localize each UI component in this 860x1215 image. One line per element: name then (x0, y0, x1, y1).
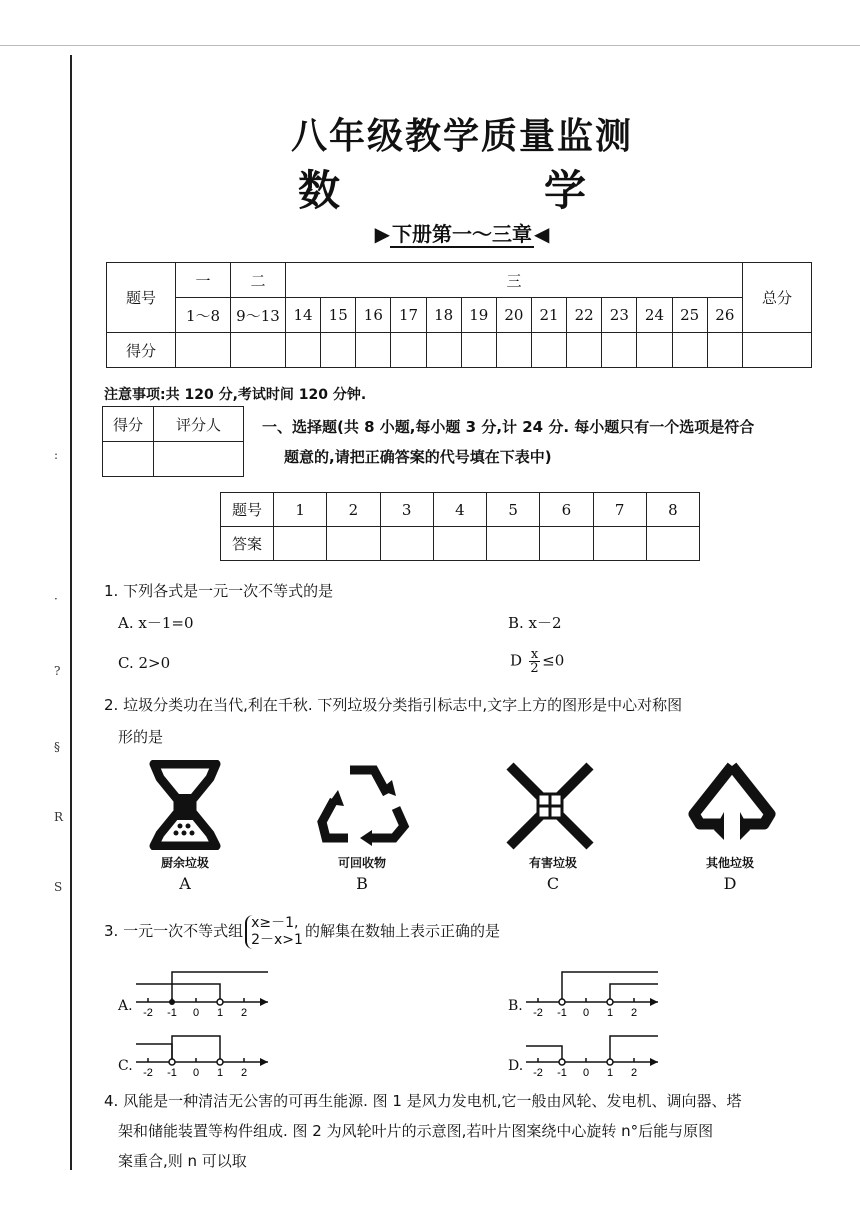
symbol-label-hazardous: 有害垃圾 (528, 856, 577, 870)
answer-cell[interactable] (593, 527, 646, 561)
range-cell: 21 (531, 298, 566, 333)
answer-cell[interactable] (433, 527, 486, 561)
range-cell: 1～8 (176, 298, 231, 333)
score-cell[interactable] (461, 333, 496, 368)
margin-mark: · (54, 592, 58, 606)
range-cell: 14 (286, 298, 321, 333)
tick-label: -1 (557, 1007, 567, 1019)
score-cell[interactable] (176, 333, 231, 368)
section-two-header: 二 (231, 263, 286, 298)
question-3-stem (104, 912, 500, 950)
score-cell[interactable] (531, 333, 566, 368)
total-score-label: 总分 (743, 263, 812, 333)
option-letter: D (723, 874, 737, 893)
range-cell: 15 (321, 298, 356, 333)
number-line-option-d-letter: D. (508, 1058, 524, 1074)
tick-label: 1 (216, 1067, 224, 1079)
grader-name-cell[interactable] (154, 442, 244, 477)
range-cell: 19 (461, 298, 496, 333)
option-d-letter: D (510, 651, 523, 670)
tick-label: -1 (167, 1007, 177, 1019)
answer-number: 5 (487, 493, 540, 527)
tick-label: -2 (533, 1007, 543, 1019)
fraction (529, 648, 540, 675)
question-4-line-1: 4. 风能是一种清洁无公害的可再生能源. 图 1 是风力发电机,它一般由风轮、发电机、调向器、塔 (104, 1092, 742, 1110)
answer-number: 6 (540, 493, 593, 527)
exam-notice: 注意事项:共 120 分,考试时间 120 分钟. (104, 387, 367, 403)
answer-number: 8 (646, 493, 699, 527)
score-cell[interactable] (391, 333, 426, 368)
answer-number: 2 (327, 493, 380, 527)
tick-label: -2 (143, 1067, 153, 1079)
tick-label: -2 (143, 1007, 153, 1019)
score-cell[interactable] (672, 333, 707, 368)
total-score-cell[interactable] (743, 333, 812, 368)
scope-title: ▶ 下册第一～三章 ◀ (374, 222, 550, 246)
question-2-stem-line-2: 形的是 (118, 728, 164, 746)
margin-mark: S (54, 880, 63, 894)
inequality-2: 2－x>1 (251, 931, 303, 948)
score-table-label-question: 题号 (107, 263, 176, 333)
answer-cell[interactable] (540, 527, 593, 561)
tick-label: 2 (240, 1067, 248, 1079)
option-d-suffix: ≤0 (542, 651, 565, 670)
grader-name-label: 评分人 (154, 407, 244, 442)
inequality-system (245, 915, 303, 949)
tick-label: 1 (606, 1067, 614, 1079)
margin-mark: R (54, 810, 64, 824)
answer-number: 4 (433, 493, 486, 527)
grader-score-label: 得分 (103, 407, 154, 442)
tick-label: 1 (216, 1007, 224, 1019)
grader-score-cell[interactable] (103, 442, 154, 477)
question-4-line-3: 案重合,则 n 可以取 (118, 1152, 247, 1170)
number-line-option-c-letter: C. (118, 1058, 133, 1074)
answer-number: 3 (380, 493, 433, 527)
answer-number: 1 (274, 493, 327, 527)
symbol-label-recyclable: 可回收物 (337, 856, 386, 870)
question-3-suffix: 的解集在数轴上表示正确的是 (304, 922, 500, 940)
question-4-stem (104, 1086, 804, 1176)
range-cell: 25 (672, 298, 707, 333)
fraction-denominator: 2 (530, 661, 539, 676)
number-line-c (132, 1026, 272, 1080)
margin-mark: § (54, 740, 60, 754)
question-1-option-d (510, 648, 564, 675)
inequality-1: x≥－1, (251, 914, 299, 931)
symbol-label-kitchen: 厨余垃圾 (160, 856, 209, 870)
tick-label: -1 (167, 1067, 177, 1079)
score-cell[interactable] (426, 333, 461, 368)
section-one-instructions (262, 412, 822, 472)
question-1-stem: 1. 下列各式是一元一次不等式的是 (104, 582, 334, 600)
section-one-line-1: 一、选择题(共 8 小题,每小题 3 分,计 24 分. 每小题只有一个选项是符合 (262, 418, 755, 436)
answer-number: 7 (593, 493, 646, 527)
recycle-icon (312, 760, 412, 850)
grader-box (102, 406, 244, 477)
option-letter: B (356, 874, 368, 893)
range-cell: 24 (637, 298, 672, 333)
section-one-line-2: 题意的,请把正确答案的代号填在下表中) (284, 448, 552, 466)
range-cell: 18 (426, 298, 461, 333)
answer-cell[interactable] (327, 527, 380, 561)
range-cell: 9～13 (231, 298, 286, 333)
margin-mark: ? (54, 664, 61, 678)
other-waste-icon (684, 760, 780, 850)
tick-label: 0 (192, 1007, 200, 1019)
tick-label: 0 (192, 1067, 200, 1079)
symbol-label-other: 其他垃圾 (705, 856, 754, 870)
hazard-cross-icon (500, 760, 600, 850)
tick-label: -2 (533, 1067, 543, 1079)
score-cell[interactable] (356, 333, 391, 368)
number-line-option-b-letter: B. (508, 998, 523, 1014)
score-cell[interactable] (637, 333, 672, 368)
range-cell: 23 (602, 298, 637, 333)
tick-label: 2 (240, 1007, 248, 1019)
scope-text: 下册第一～三章 (392, 222, 532, 246)
score-cell[interactable] (321, 333, 356, 368)
tick-label: 0 (582, 1067, 590, 1079)
margin-mark: : (54, 448, 59, 462)
hourglass-icon (140, 760, 230, 850)
range-cell: 20 (496, 298, 531, 333)
section-three-header: 三 (286, 263, 743, 298)
score-cell[interactable] (231, 333, 286, 368)
tick-label: 2 (630, 1067, 638, 1079)
number-line-b (522, 964, 662, 1020)
range-cell: 22 (567, 298, 602, 333)
exam-title: 八年级教学质量监测 (290, 116, 633, 157)
option-letter: C (546, 874, 560, 893)
score-table (106, 262, 812, 368)
range-cell: 26 (707, 298, 742, 333)
question-4-line-2: 架和储能装置等构件组成. 图 2 为风轮叶片的示意图,若叶片图案绕中心旋转 n°后能与原图 (118, 1122, 714, 1140)
question-1-option-a: A. x－1=0 (118, 614, 194, 632)
option-letter: A (179, 874, 191, 893)
answer-cell[interactable] (380, 527, 433, 561)
question-3-prefix: 3. 一元一次不等式组 (104, 922, 244, 940)
answer-cell[interactable] (274, 527, 327, 561)
answer-cell[interactable] (487, 527, 540, 561)
section-one-header: 一 (176, 263, 231, 298)
number-line-a (132, 964, 272, 1020)
score-cell[interactable] (707, 333, 742, 368)
answer-table-label-question: 题号 (221, 493, 274, 527)
tick-label: 2 (630, 1007, 638, 1019)
page-top-edge (0, 45, 860, 46)
subject-title: 数 学 (297, 166, 626, 215)
tick-label: 0 (582, 1007, 590, 1019)
tick-label: 1 (606, 1007, 614, 1019)
question-2-stem-line-1: 2. 垃圾分类功在当代,利在千秋. 下列垃圾分类指引标志中,文字上方的图形是中心对称图 (104, 696, 683, 714)
answer-cell[interactable] (646, 527, 699, 561)
tick-label: -1 (557, 1067, 567, 1079)
score-cell[interactable] (602, 333, 637, 368)
number-line-d (522, 1026, 662, 1080)
answer-table (220, 492, 700, 561)
fraction-numerator: x (530, 647, 539, 662)
score-cell[interactable] (496, 333, 531, 368)
range-cell: 17 (391, 298, 426, 333)
question-1-option-c: C. 2>0 (118, 654, 171, 672)
score-row-label: 得分 (107, 333, 176, 368)
score-cell[interactable] (567, 333, 602, 368)
range-cell: 16 (356, 298, 391, 333)
number-line-option-a-letter: A. (118, 998, 133, 1014)
answer-table-label-answer: 答案 (221, 527, 274, 561)
question-1-option-b: B. x－2 (508, 614, 562, 632)
score-cell[interactable] (286, 333, 321, 368)
